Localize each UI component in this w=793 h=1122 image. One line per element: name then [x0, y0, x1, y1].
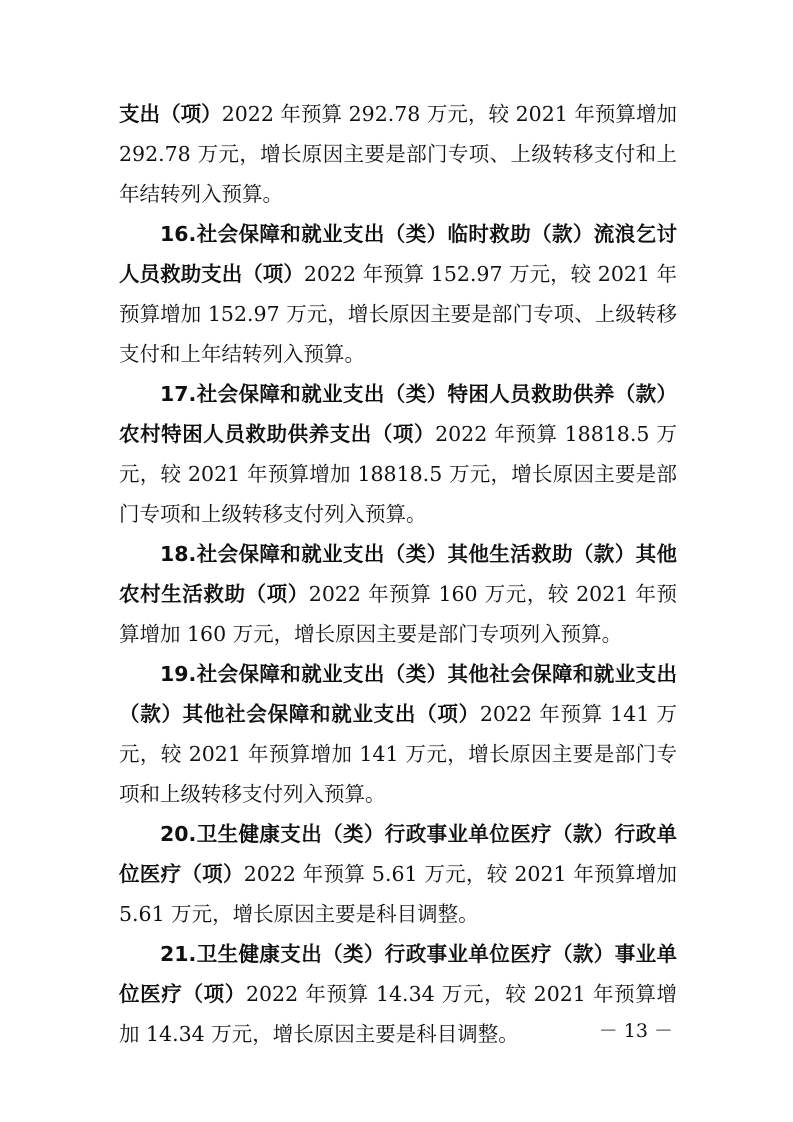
- paragraph-text: 2022 年预算 14.34 万元，较 2021 年预算增加 14.34 万元，增长原因主要是科目调整。: [119, 982, 677, 1046]
- paragraph-text: 2022 年预算 141 万元，较 2021 年预算增加 141 万元，增长原因主要是部门专项和上级转移支付列入预算。: [119, 702, 678, 806]
- paragraph-18: [119, 534, 677, 654]
- paragraph-heading: 18.社会保障和就业支出（类）其他生活救助（款）其他农村生活救助（项）: [119, 542, 677, 606]
- paragraph-20: [119, 814, 677, 934]
- paragraph-text: 2022 年预算 292.78 万元，较 2021 年预算增加 292.78 万元，增长原因主要是部门专项、上级转移支付和上年结转列入预算。: [119, 102, 677, 206]
- document-body: [119, 94, 677, 1054]
- paragraph-text: 2022 年预算 5.61 万元，较 2021 年预算增加 5.61 万元，增长原因主要是科目调整。: [119, 862, 678, 926]
- paragraph-heading: 19.社会保障和就业支出（类）其他社会保障和就业支出（款）其他社会保障和就业支出（项）: [119, 662, 677, 726]
- paragraph-heading: 21.卫生健康支出（类）行政事业单位医疗（款）事业单位医疗（项）: [119, 942, 677, 1006]
- paragraph-text: 2022 年预算 160 万元，较 2021 年预算增加 160 万元，增长原因主要是部门专项列入预算。: [119, 582, 677, 646]
- paragraph-heading: 支出（项）: [119, 102, 222, 126]
- paragraph-heading: 16.社会保障和就业支出（类）临时救助（款）流浪乞讨人员救助支出（项）: [119, 222, 677, 286]
- page-number: － 13 －: [598, 1020, 673, 1042]
- paragraph-heading: 20.卫生健康支出（类）行政事业单位医疗（款）行政单位医疗（项）: [119, 822, 677, 886]
- paragraph-text: 2022 年预算 152.97 万元，较 2021 年预算增加 152.97 万元，增长原因主要是部门专项、上级转移支付和上年结转列入预算。: [119, 262, 678, 366]
- paragraph-21: [119, 934, 677, 1054]
- paragraph-16: [119, 214, 677, 374]
- paragraph-19: [119, 654, 677, 814]
- paragraph-15-continued: [119, 94, 677, 214]
- paragraph-text: 2022 年预算 18818.5 万元，较 2021 年预算增加 18818.5 万元，增长原因主要是部门专项和上级转移支付列入预算。: [119, 422, 677, 526]
- paragraph-heading: 17.社会保障和就业支出（类）特困人员救助供养（款）农村特困人员救助供养支出（项）: [119, 382, 677, 446]
- paragraph-17: [119, 374, 677, 534]
